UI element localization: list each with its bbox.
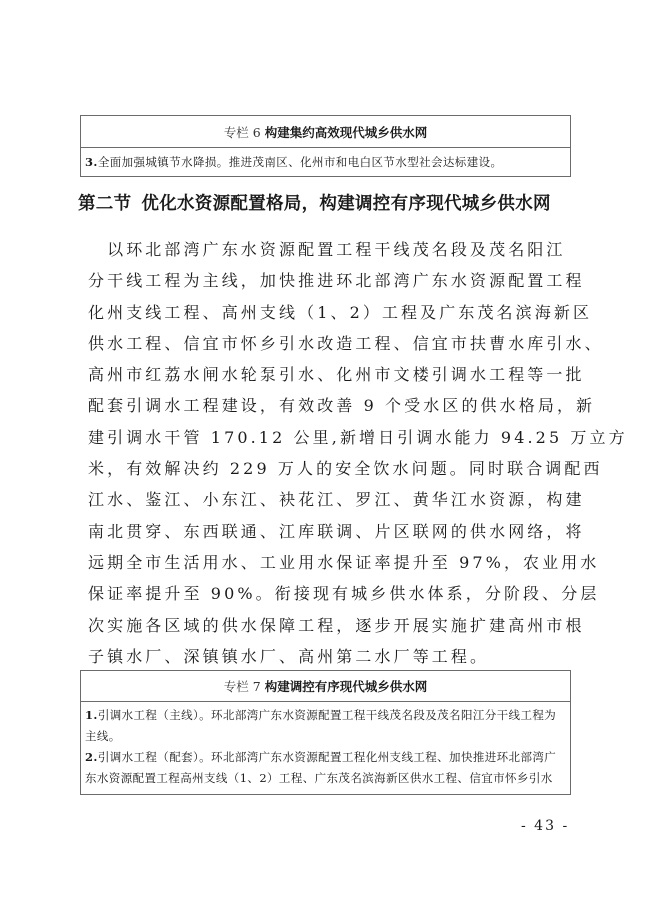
- item-number: 3.: [85, 155, 98, 169]
- paragraph-line: 建引调水干管 170.12 公里,新增日引调水能力 94.25 万立方: [88, 427, 628, 447]
- item-text: 全面加强城镇节水降损。推进茂南区、化州市和电白区节水型社会达标建设。: [97, 155, 503, 169]
- feature-box-7-body: [81, 702, 570, 789]
- section-heading: [78, 190, 551, 215]
- item-number: 1.: [85, 708, 98, 722]
- feature-box-6-item: [85, 152, 566, 173]
- body-paragraph: [88, 234, 628, 672]
- feature-box-7-line: [85, 705, 566, 726]
- feature-box-6-label: 专栏 6: [223, 124, 261, 140]
- feature-box-6: [80, 115, 571, 177]
- paragraph-line: 南北贯穿、东西联通、江库联调、片区联网的供水网络，将: [88, 521, 585, 541]
- item-text: 引调水工程（配套）。环北部湾广东水资源配置工程化州支线工程、加快推进环北部湾广: [97, 750, 557, 764]
- feature-box-7-line: [85, 726, 566, 747]
- feature-box-6-body: [81, 148, 570, 173]
- feature-box-7-header: [81, 671, 570, 702]
- feature-box-7-line: [85, 768, 566, 789]
- item-text: 引调水工程（主线）。环北部湾广东水资源配置工程干线茂名段及茂名阳江分干线工程为: [97, 708, 557, 722]
- paragraph-line: 米，有效解决约 229 万人的安全饮水问题。同时联合调配西: [88, 459, 603, 479]
- feature-box-7: [80, 670, 571, 795]
- item-text: 东水资源配置工程高州支线（1、2）工程、广东茂名滨海新区供水工程、信宜市怀乡引水: [85, 771, 553, 785]
- feature-box-6-title: 构建集约高效现代城乡供水网: [264, 124, 428, 140]
- paragraph-line: 供水工程、信宜市怀乡引水改造工程、信宜市扶曹水库引水、: [88, 333, 604, 353]
- feature-box-6-header: [81, 116, 570, 148]
- feature-box-7-label: 专栏 7: [223, 679, 261, 694]
- section-number: 第二节: [78, 194, 132, 214]
- paragraph-line: 分干线工程为主线，加快推进环北部湾广东水资源配置工程: [88, 271, 585, 291]
- paragraph-line: 配套引调水工程建设，有效改善 9 个受水区的供水格局，新: [88, 396, 596, 416]
- paragraph-line: 子镇水厂、深镇镇水厂、高州第二水厂等工程。: [88, 646, 490, 666]
- paragraph-line: 以环北部湾广东水资源配置工程干线茂名段及茂名阳江: [88, 240, 566, 259]
- paragraph-line: 远期全市生活用水、工业用水保证率提升至 97%，农业用水: [88, 552, 600, 572]
- paragraph-line: 高州市红荔水闸水轮泵引水、化州市文楼引调水工程等一批: [88, 365, 585, 385]
- feature-box-7-title: 构建调控有序现代城乡供水网: [264, 679, 428, 694]
- item-text: 主线。: [85, 729, 121, 743]
- paragraph-line: 化州支线工程、高州支线（1、2）工程及广东茂名滨海新区: [88, 302, 593, 322]
- item-number: 2.: [85, 750, 98, 764]
- section-title-text: 优化水资源配置格局，构建调控有序现代城乡供水网: [141, 194, 551, 214]
- page-number: - 43 -: [521, 818, 570, 834]
- feature-box-7-line: [85, 747, 566, 768]
- paragraph-line: 保证率提升至 90%。衔接现有城乡供水体系，分阶段、分层: [88, 584, 600, 604]
- paragraph-line: 江水、鉴江、小东江、袂花江、罗江、黄华江水资源，构建: [88, 490, 585, 510]
- paragraph-line: 次实施各区域的供水保障工程，逐步开展实施扩建高州市根: [88, 615, 585, 635]
